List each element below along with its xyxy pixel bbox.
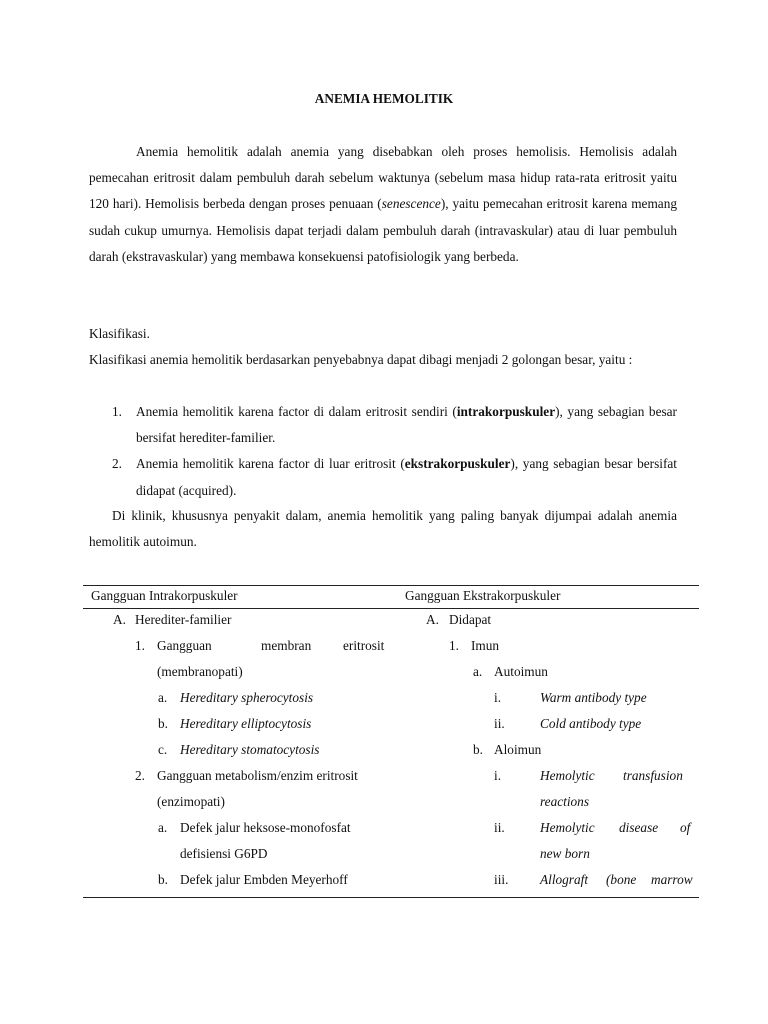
classification-list	[89, 399, 677, 504]
left-1a-label: a.	[158, 690, 168, 705]
right-1-text: Imun	[471, 638, 500, 653]
list-number: 2.	[112, 456, 122, 472]
table-bottom-rule	[83, 897, 699, 898]
right-alo-i-word2: transfusion	[623, 768, 683, 783]
left-2a-line1: Defek jalur heksose-monofosfat	[180, 820, 351, 835]
table-header-intra: Gangguan Intrakorpuskuler	[91, 588, 238, 603]
right-alo-i-label: i.	[494, 768, 502, 783]
intro-text-2: ), yaitu pemecahan eritrosit karena memang sudah cukup umurnya. Hemolisis dapat terjadi dalam pembuluh darah (intravaskular) atau di luar pembuluh darah (ekstravaskular) yang membawa konsekuensi patofisiologik yang berbeda.	[89, 196, 677, 264]
left-2-label: 2.	[135, 768, 145, 783]
table-header-ekstra: Gangguan Ekstrakorpuskuler	[405, 588, 561, 603]
left-1-word1: Gangguan	[157, 638, 212, 653]
right-1b-text: Aloimun	[494, 742, 542, 757]
right-alo-iii-word1: Allograft	[540, 872, 589, 887]
list-text: Anemia hemolitik karena factor di luar eritrosit (	[136, 456, 405, 472]
list-bold-term: ekstrakorpuskuler	[404, 456, 511, 472]
right-a-text: Didapat	[449, 612, 492, 627]
left-1-word2: membran	[261, 638, 312, 653]
left-a-text: Herediter-familier	[135, 612, 232, 627]
right-alo-i-line2: reactions	[540, 794, 589, 809]
left-a-label: A.	[113, 612, 126, 627]
list-bold-term: intrakorpuskuler	[456, 404, 556, 419]
closing-paragraph: Di klinik, khususnya penyakit dalam, anemia hemolitik yang paling banyak dijumpai adalah anemia hemolitik autoimun.	[89, 508, 677, 550]
right-auto-ii-text: Cold antibody type	[540, 716, 642, 731]
left-1-word3: eritrosit	[343, 638, 385, 653]
right-auto-ii-label: ii.	[494, 716, 505, 731]
right-a-label: A.	[426, 612, 439, 627]
left-1b-label: b.	[158, 716, 168, 731]
right-alo-iii-word3: marrow	[651, 872, 693, 887]
list-text: ), yang sebagian besar bersifat herediter-familier.	[136, 404, 677, 446]
list-number: 1.	[112, 404, 122, 419]
list-text: Anemia hemolitik karena factor di dalam eritrosit sendiri (	[136, 404, 457, 419]
intro-paragraph	[89, 139, 677, 270]
document-title: ANEMIA HEMOLITIK	[314, 91, 454, 106]
right-alo-ii-word3: of	[680, 820, 691, 835]
left-2b-label: b.	[158, 872, 168, 887]
intro-italic-term: senescence	[381, 196, 441, 212]
left-1c-label: c.	[158, 742, 168, 757]
right-alo-ii-word2: disease	[619, 820, 659, 835]
left-2-line1: Gangguan metabolism/enzim eritrosit	[157, 768, 358, 783]
left-2a-line2: defisiensi G6PD	[180, 846, 268, 861]
right-alo-ii-line2: new born	[540, 846, 590, 861]
right-alo-i-word1: Hemolytic	[540, 768, 595, 783]
left-1b-text: Hereditary elliptocytosis	[180, 716, 312, 731]
classification-heading: Klasifikasi.	[89, 326, 150, 341]
left-1a-text: Hereditary spherocytosis	[180, 690, 314, 705]
left-2b-line1: Defek jalur Embden Meyerhoff	[180, 872, 348, 887]
list-item	[89, 399, 677, 451]
right-alo-ii-label: ii.	[494, 820, 505, 835]
left-2a-label: a.	[158, 820, 168, 835]
left-2-line2: (enzimopati)	[157, 794, 225, 809]
right-1b-label: b.	[473, 742, 483, 757]
left-1c-text: Hereditary stomatocytosis	[180, 742, 320, 757]
right-auto-i-text: Warm antibody type	[540, 690, 647, 705]
intro-text-1: Anemia hemolitik adalah anemia yang disebabkan oleh proses hemolisis. Hemolisis adalah pemecahan eritrosit dalam pembuluh darah sebelum waktunya (sebelum masa hidup rata-rata eritrosit yaitu 120 hari). Hemolisis berbeda dengan proses penuaan (	[89, 144, 677, 212]
right-alo-ii-word1: Hemolytic	[540, 820, 595, 835]
left-1-line2: (membranopati)	[157, 664, 243, 679]
list-text: ), yang sebagian besar bersifat didapat (acquired).	[136, 456, 677, 498]
right-1a-text: Autoimun	[494, 664, 548, 679]
left-1-label: 1.	[135, 638, 145, 653]
list-item	[89, 451, 677, 503]
right-1a-label: a.	[473, 664, 483, 679]
right-alo-iii-word2: (bone	[606, 872, 637, 887]
classification-lead: Klasifikasi anemia hemolitik berdasarkan penyebabnya dapat dibagi menjadi 2 golongan besar, yaitu :	[89, 352, 633, 367]
right-auto-i-label: i.	[494, 690, 502, 705]
right-1-label: 1.	[449, 638, 459, 653]
right-alo-iii-label: iii.	[494, 872, 509, 887]
